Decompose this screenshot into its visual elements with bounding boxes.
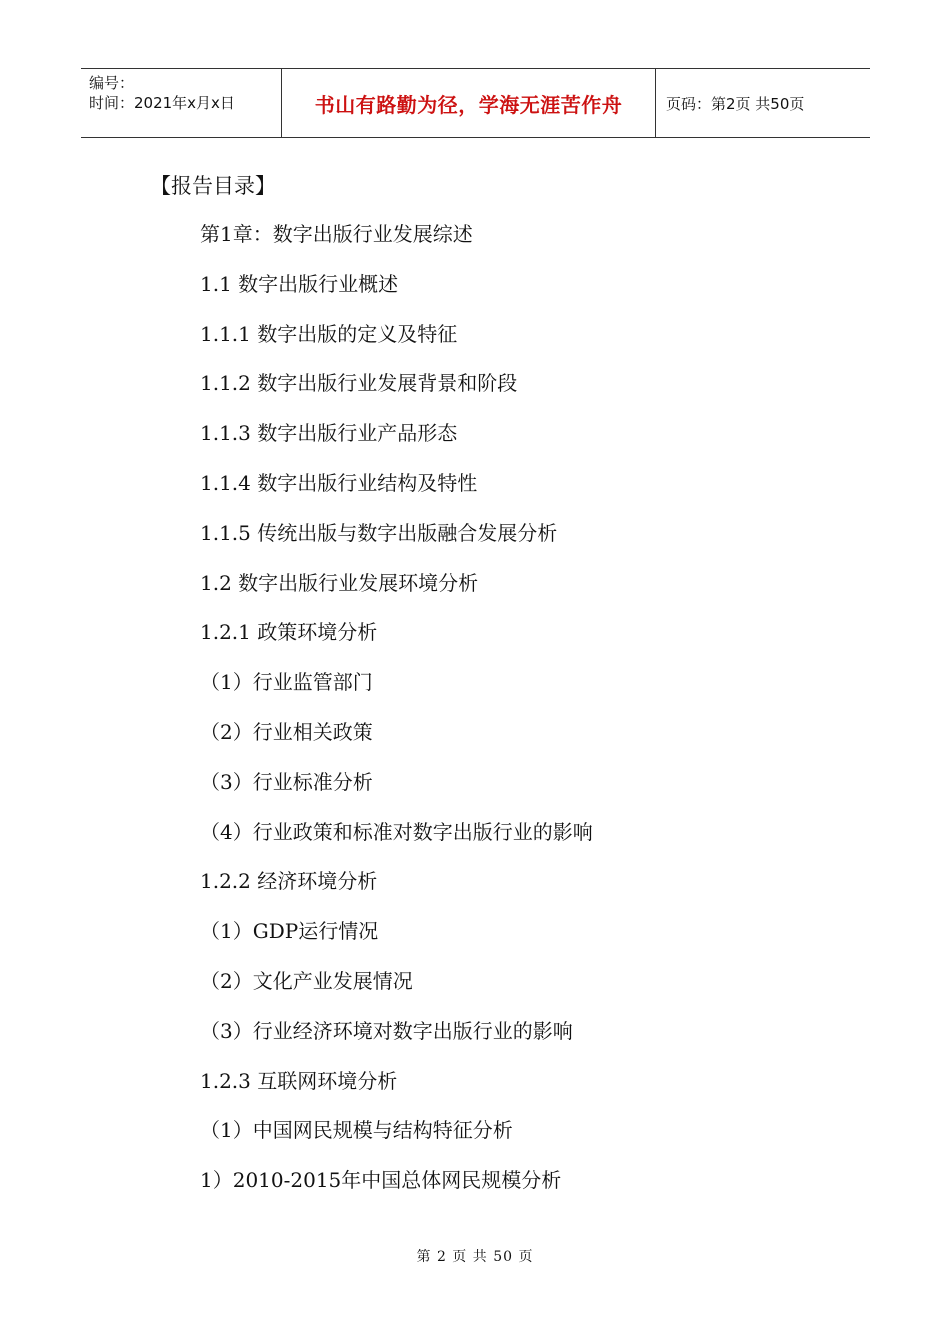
toc-item: （3）行业标准分析 (200, 769, 373, 794)
toc-list (200, 220, 593, 1216)
page-header (81, 68, 870, 138)
toc-item: 1）2010-2015年中国总体网民规模分析 (200, 1168, 562, 1193)
toc-item: （1）行业监管部门 (200, 670, 373, 695)
number-label: 编号： (89, 74, 135, 92)
header-motto: 书山有路勤为径，学海无涯苦作舟 (282, 69, 656, 137)
toc-item: 1.1.4 数字出版行业结构及特性 (200, 470, 478, 495)
toc-item: 1.1.2 数字出版行业发展背景和阶段 (200, 371, 518, 396)
toc-item: 1.1.3 数字出版行业产品形态 (200, 421, 458, 446)
toc-item: 1.2.3 互联网环境分析 (200, 1068, 398, 1093)
toc-item: （2）行业相关政策 (200, 719, 373, 744)
toc-item: 1.1.1 数字出版的定义及特征 (200, 321, 458, 346)
time-label: 时间：2021年x月x日 (89, 94, 235, 112)
toc-item: （2）文化产业发展情况 (200, 968, 413, 993)
toc-item: 第1章：数字出版行业发展综述 (200, 222, 473, 246)
toc-item: 1.1.5 传统出版与数字出版融合发展分析 (200, 520, 558, 545)
toc-item: 1.2 数字出版行业发展环境分析 (200, 570, 479, 595)
toc-item: 1.2.2 经济环境分析 (200, 869, 378, 894)
toc-item: （4）行业政策和标准对数字出版行业的影响 (200, 819, 593, 844)
header-page-info: 页码：第2页 共50页 (666, 94, 805, 113)
toc-item: （1）中国网民规模与结构特征分析 (200, 1118, 513, 1143)
toc-item: （1）GDP运行情况 (200, 919, 379, 944)
toc-title: 【报告目录】 (150, 174, 276, 198)
toc-item: 1.2.1 政策环境分析 (200, 620, 378, 645)
toc-item: （3）行业经济环境对数字出版行业的影响 (200, 1018, 573, 1043)
toc-item: 1.1 数字出版行业概述 (200, 271, 399, 296)
page-footer: 第 2 页 共 50 页 (416, 1249, 534, 1265)
header-meta (81, 69, 282, 137)
